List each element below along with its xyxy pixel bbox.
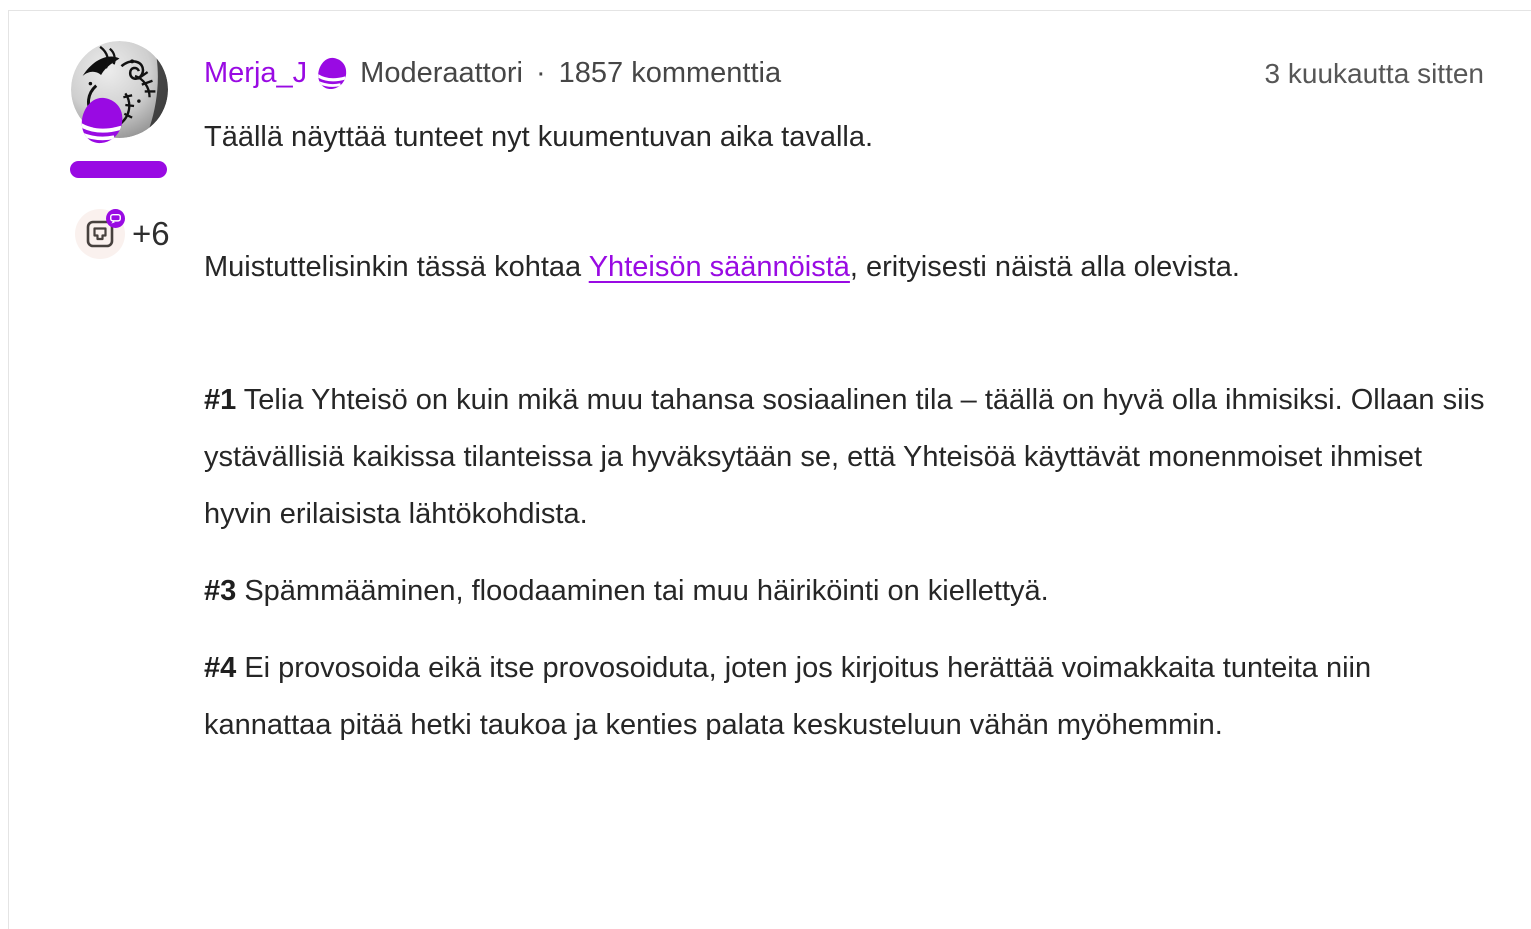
comment-body	[204, 109, 1492, 774]
user-badge[interactable]	[75, 209, 125, 259]
badge-more-count[interactable]: +6	[132, 215, 170, 252]
rule-number: #3	[204, 575, 237, 607]
rule-number: #4	[204, 652, 237, 684]
comment-count: 1857 kommenttia	[558, 57, 782, 89]
comment-card	[8, 10, 1531, 929]
badge-row	[75, 200, 170, 259]
role-label: Moderaattori	[360, 57, 523, 89]
comment-paragraph	[204, 563, 1492, 620]
rule-number: #1	[204, 384, 237, 416]
speech-bubble-icon	[106, 209, 125, 228]
comment-paragraph	[204, 239, 1492, 296]
telia-logo-icon	[317, 55, 348, 92]
community-rules-link[interactable]: Yhteisön säännöistä	[588, 251, 850, 283]
comment-paragraph	[204, 372, 1492, 543]
telia-logo-avatar-icon	[80, 97, 125, 144]
comment-header	[204, 55, 1484, 92]
blank-line	[204, 186, 1492, 239]
paragraph-text: Telia Yhteisö on kuin mikä muu tahansa sosiaalinen tila – täällä on hyvä olla ihmisiksi. Ollaan siis ystävällisiä kaikissa tilanteissa ja hyväksytään se, että Yhteisöä käyttävät monenmoiset ihmiset hyvin erilaisista lähtökohdista.	[204, 384, 1485, 530]
comment-paragraph	[204, 640, 1492, 754]
separator-dot: ·	[535, 57, 546, 89]
paragraph-text: Täällä näyttää tunteet nyt kuumentuvan aika tavalla.	[204, 121, 874, 153]
comment-paragraph	[204, 109, 1492, 166]
timestamp: 3 kuukautta sitten	[1264, 57, 1484, 89]
paragraph-text: Muistuttelisinkin tässä kohtaa	[204, 251, 589, 283]
username-link[interactable]: Merja_J	[204, 57, 308, 89]
paragraph-text: Spämmääminen, floodaaminen tai muu häiriköinti on kiellettyä.	[236, 575, 1049, 607]
blank-line	[204, 316, 1492, 372]
moderator-rank-bar	[70, 161, 167, 178]
avatar[interactable]	[71, 41, 168, 138]
paragraph-text: , erityisesti näistä alla olevista.	[849, 251, 1240, 283]
paragraph-text: Ei provosoida eikä itse provosoiduta, joten jos kirjoitus herättää voimakkaita tunteita niin kannattaa pitää hetki taukoa ja kenties palata keskusteluun vähän myöhemmin.	[204, 652, 1372, 741]
